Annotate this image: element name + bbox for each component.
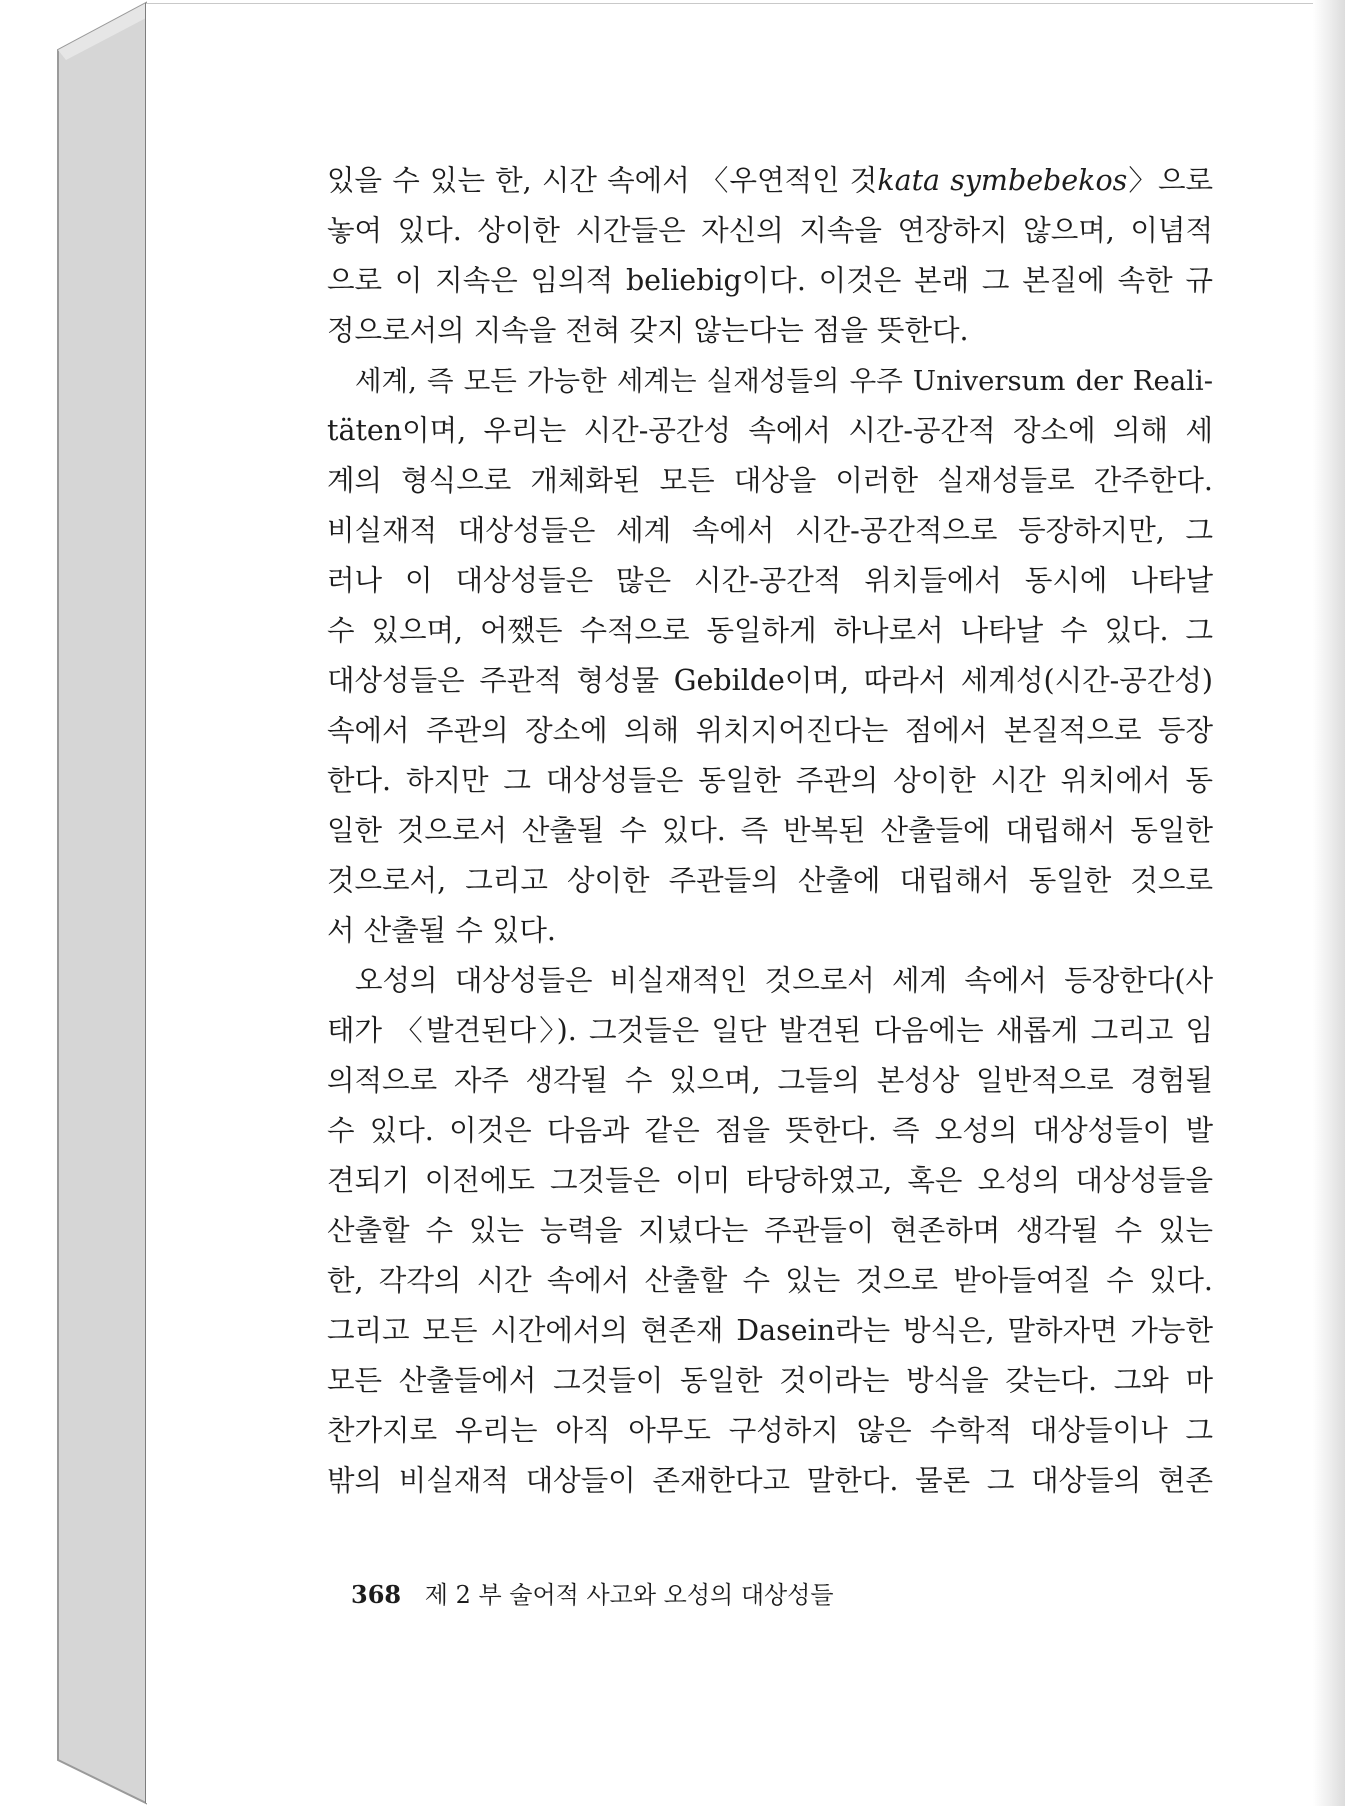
text-line xyxy=(327,1156,1213,1206)
text-line-segment: 으로 이 지속은 임의적 beliebig이다. 이것은 본래 그 본질에 속한 규 xyxy=(327,264,1213,297)
text-line xyxy=(327,906,1213,956)
text-line-segment: 서 산출될 수 있다. xyxy=(327,914,556,947)
text-line-segment: 계의 형식으로 개체화된 모든 대상을 이러한 실재성들로 간주한다. xyxy=(327,464,1213,497)
text-line-segment: 한다. 하지만 그 대상성들은 동일한 주관의 상이한 시간 위치에서 동 xyxy=(327,764,1213,797)
text-line xyxy=(327,856,1213,906)
text-line xyxy=(327,456,1213,506)
page-footer xyxy=(351,1575,834,1610)
text-line xyxy=(327,406,1213,456)
text-line-segment: 수 있다. 이것은 다음과 같은 점을 뜻한다. 즉 오성의 대상성들이 발 xyxy=(327,1114,1213,1147)
text-line-segment: 놓여 있다. 상이한 시간들은 자신의 지속을 연장하지 않으며, 이념적 xyxy=(327,214,1213,247)
text-line-segment: 대상성들은 주관적 형성물 Gebilde이며, 따라서 세계성(시간-공간성) xyxy=(327,664,1213,697)
text-line xyxy=(327,1406,1213,1456)
text-line-segment: 산출할 수 있는 능력을 지녔다는 주관들이 현존하며 생각될 수 있는 xyxy=(327,1214,1213,1247)
text-line-segment: 있을 수 있는 한, 시간 속에서 〈우연적인 것 xyxy=(327,164,878,197)
text-line xyxy=(327,1056,1213,1106)
text-line xyxy=(327,206,1213,256)
text-line-segment: 찬가지로 우리는 아직 아무도 구성하지 않은 수학적 대상들이나 그 xyxy=(327,1414,1213,1447)
text-line xyxy=(327,1106,1213,1156)
text-line xyxy=(327,606,1213,656)
text-line-segment: 것으로서, 그리고 상이한 주관들의 산출에 대립해서 동일한 것으로 xyxy=(327,864,1213,897)
text-line-segment: 일한 것으로서 산출될 수 있다. 즉 반복된 산출들에 대립해서 동일한 xyxy=(327,814,1213,847)
text-line xyxy=(327,806,1213,856)
text-line xyxy=(327,1356,1213,1406)
text-line xyxy=(327,1206,1213,1256)
text-line-segment: 그리고 모든 시간에서의 현존재 Dasein라는 방식은, 말하자면 가능한 xyxy=(327,1314,1213,1347)
text-line xyxy=(327,1456,1213,1506)
text-line xyxy=(327,356,1213,406)
text-line xyxy=(327,756,1213,806)
text-line-segment: 세계, 즉 모든 가능한 세계는 실재성들의 우주 Universum der Reali- xyxy=(355,365,1213,397)
text-line-segment: 러나 이 대상성들은 많은 시간-공간적 위치들에서 동시에 나타날 xyxy=(327,564,1213,597)
text-line-segment: 속에서 주관의 장소에 의해 위치지어진다는 점에서 본질적으로 등장 xyxy=(327,714,1213,747)
text-line xyxy=(327,256,1213,306)
text-line-segment: 밖의 비실재적 대상들이 존재한다고 말한다. 물론 그 대상들의 현존 xyxy=(327,1464,1213,1497)
text-line xyxy=(327,506,1213,556)
running-head: 제 2 부 술어적 사고와 오성의 대상성들 xyxy=(424,1581,834,1609)
text-line xyxy=(327,656,1213,706)
text-line-segment: 의적으로 자주 생각될 수 있으며, 그들의 본성상 일반적으로 경험될 xyxy=(327,1064,1213,1097)
italic-term: kata symbebekos xyxy=(877,164,1128,197)
text-line-segment: 수 있으며, 어쨌든 수적으로 동일하게 하나로서 나타날 수 있다. 그 xyxy=(327,614,1213,647)
text-line-segment: täten이며, 우리는 시간-공간성 속에서 시간-공간적 장소에 의해 세 xyxy=(327,414,1213,447)
text-line-segment: 한, 각각의 시간 속에서 산출할 수 있는 것으로 받아들여질 수 있다. xyxy=(327,1264,1213,1297)
text-line xyxy=(327,556,1213,606)
page-number: 368 xyxy=(351,1580,402,1609)
text-line xyxy=(327,956,1213,1006)
text-line xyxy=(327,706,1213,756)
text-line-segment: 모든 산출들에서 그것들이 동일한 것이라는 방식을 갖는다. 그와 마 xyxy=(327,1364,1213,1397)
text-line xyxy=(327,1006,1213,1056)
text-line-segment: 비실재적 대상성들은 세계 속에서 시간-공간적으로 등장하지만, 그 xyxy=(327,514,1213,547)
body-text xyxy=(327,156,1213,1506)
text-line-segment: 정으로서의 지속을 전혀 갖지 않는다는 점을 뜻한다. xyxy=(327,314,969,347)
text-line-segment: 오성의 대상성들은 비실재적인 것으로서 세계 속에서 등장한다(사 xyxy=(355,964,1213,997)
text-line-segment: 〉으로 xyxy=(1127,164,1214,197)
text-line-segment: 태가 〈발견된다〉). 그것들은 일단 발견된 다음에는 새롭게 그리고 임 xyxy=(327,1014,1213,1047)
text-line xyxy=(327,1256,1213,1306)
page-edge-shadow xyxy=(1313,0,1345,1806)
text-line xyxy=(327,156,1213,206)
text-line xyxy=(327,306,1213,356)
text-line xyxy=(327,1306,1213,1356)
text-line-segment: 견되기 이전에도 그것들은 이미 타당하였고, 혹은 오성의 대상성들을 xyxy=(327,1164,1213,1197)
